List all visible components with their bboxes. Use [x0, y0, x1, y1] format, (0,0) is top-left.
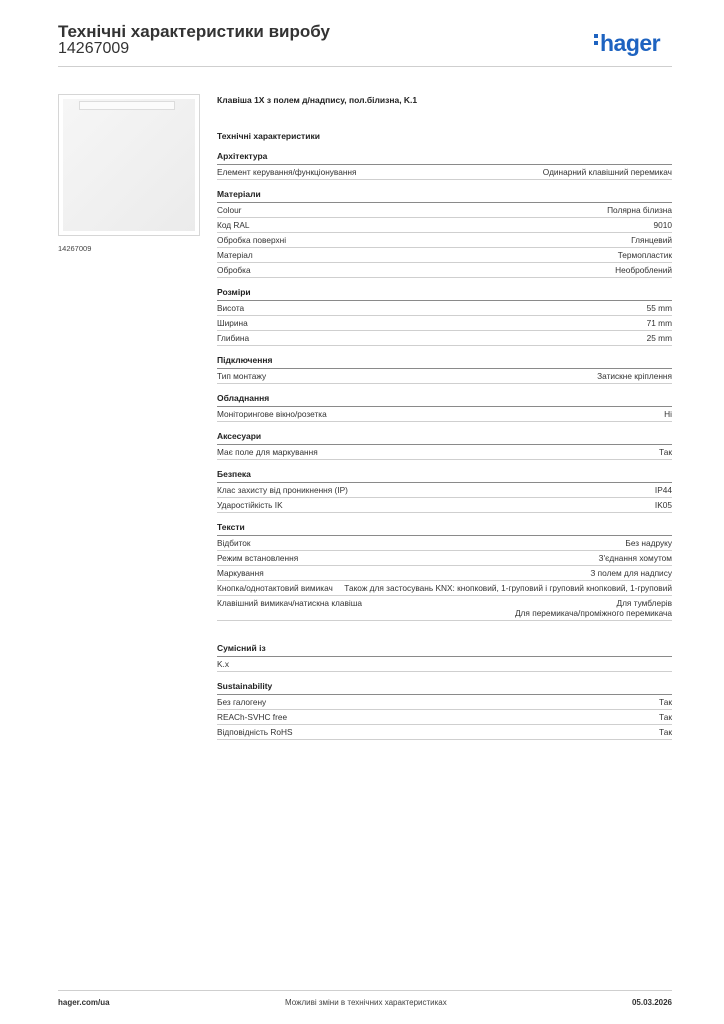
spec-label: Відповідність RoHS	[217, 727, 293, 737]
spec-row	[217, 536, 672, 551]
section-title: Матеріали	[217, 189, 672, 203]
spec-label: Кнопка/однотактовий вимикач	[217, 583, 333, 593]
spec-label: Ударостійкість IK	[217, 500, 283, 510]
product-code: 14267009	[58, 40, 130, 57]
spec-section	[217, 393, 672, 422]
spec-value: Необроблений	[615, 265, 672, 275]
switch-plate-shape	[63, 99, 195, 231]
spec-value: 55 mm	[646, 303, 672, 313]
section-title: Тексти	[217, 522, 672, 536]
spec-row	[217, 165, 672, 180]
footer-disclaimer: Можливі зміни в технічних характеристиках	[285, 998, 447, 1007]
spec-row	[217, 498, 672, 513]
spec-value: З полем для надпису	[590, 568, 672, 578]
spec-row	[217, 301, 672, 316]
section-title: Безпека	[217, 469, 672, 483]
spec-section	[217, 469, 672, 513]
label-field-shape	[79, 101, 175, 110]
spec-label: Матеріал	[217, 250, 253, 260]
spec-label: Елемент керування/функціонування	[217, 167, 357, 177]
spec-value: Так	[659, 712, 672, 722]
spec-content	[217, 94, 672, 740]
spec-row	[217, 483, 672, 498]
spec-row	[217, 710, 672, 725]
spec-label: Обробка поверхні	[217, 235, 287, 245]
spec-row	[217, 725, 672, 740]
spec-label: Глибина	[217, 333, 250, 343]
section-title: Sustainability	[217, 681, 672, 695]
spec-label: Тип монтажу	[217, 371, 267, 381]
spec-label: Моніторингове вікно/розетка	[217, 409, 327, 419]
spec-value: 25 mm	[646, 333, 672, 343]
logo-text: hager	[600, 30, 661, 56]
spec-value: Так	[659, 727, 672, 737]
spec-value: IK05	[654, 500, 672, 510]
spec-row	[217, 551, 672, 566]
spec-row	[217, 218, 672, 233]
spec-value: З'єднання хомутом	[598, 553, 672, 563]
section-title: Обладнання	[217, 393, 672, 407]
spec-value: Одинарний клавішний перемикач	[542, 167, 672, 177]
spec-section	[217, 189, 672, 278]
spec-section	[217, 681, 672, 740]
footer-date: 05.03.2026	[631, 998, 672, 1007]
spec-label: Код RAL	[217, 220, 250, 230]
section-title: Сумісний із	[217, 643, 672, 657]
section-title: Архітектура	[217, 151, 672, 165]
spec-row	[217, 316, 672, 331]
product-name: Клавіша 1X з полем д/надпису, пол.білизна, K.1	[217, 95, 418, 105]
spec-label: Обробка	[217, 265, 251, 275]
tech-specs-title: Технічні характеристики	[217, 131, 320, 141]
spec-label: Ширина	[217, 318, 248, 328]
spec-row	[217, 233, 672, 248]
spec-value: IP44	[654, 485, 672, 495]
image-caption: 14267009	[58, 244, 92, 253]
section-title: Аксесуари	[217, 431, 672, 445]
spec-row	[217, 263, 672, 278]
spec-value: 71 mm	[646, 318, 672, 328]
product-image	[58, 94, 200, 236]
spec-value: Також для застосувань KNX: кнопковий, 1-груповий і груповий кнопковий, 1-груповий	[344, 583, 672, 593]
spec-row	[217, 596, 672, 621]
section-title: Підключення	[217, 355, 672, 369]
spec-label: Клавішний вимикач/натискна клавіша	[217, 598, 363, 608]
spec-section	[217, 355, 672, 384]
spec-value: 9010	[653, 220, 672, 230]
spec-section	[217, 431, 672, 460]
spec-row	[217, 566, 672, 581]
spec-value: Без надруку	[625, 538, 672, 548]
spec-value	[664, 659, 672, 669]
logo-dots-icon	[594, 34, 598, 48]
spec-row	[217, 695, 672, 710]
spec-row	[217, 369, 672, 384]
spec-label: Відбиток	[217, 538, 251, 548]
spec-label: Має поле для маркування	[217, 447, 318, 457]
spec-value: Ні	[664, 409, 672, 419]
spec-section	[217, 522, 672, 621]
spec-row	[217, 203, 672, 218]
spec-row	[217, 581, 672, 596]
spec-label: Маркування	[217, 568, 264, 578]
header-divider	[58, 66, 672, 67]
spec-value: Так	[659, 447, 672, 457]
page-title: Технічні характеристики виробу	[58, 22, 330, 41]
spec-value: Так	[659, 697, 672, 707]
spec-value: Затискне кріплення	[597, 371, 672, 381]
spec-value: Полярна білизна	[607, 205, 672, 215]
footer-divider	[58, 990, 672, 991]
spec-label: Клас захисту від проникнення (IP)	[217, 485, 348, 495]
spec-value: Глянцевий	[631, 235, 672, 245]
spec-label: Colour	[217, 205, 242, 215]
spec-row	[217, 407, 672, 422]
spec-label: REACh-SVHC free	[217, 712, 288, 722]
spec-label: Режим встановлення	[217, 553, 299, 563]
footer-website[interactable]: hager.com/ua	[58, 998, 110, 1007]
spec-section	[217, 151, 672, 180]
spec-label: K.x	[217, 659, 229, 669]
section-title: Розміри	[217, 287, 672, 301]
spec-value: Термопластик	[617, 250, 672, 260]
spec-row	[217, 657, 672, 672]
spec-value: Для тумблерів Для перемикача/проміжного перемикача	[514, 598, 672, 618]
spec-section	[217, 643, 672, 672]
spec-row	[217, 331, 672, 346]
hager-logo	[594, 30, 660, 57]
spec-label: Без галогену	[217, 697, 267, 707]
spec-row	[217, 445, 672, 460]
spec-sections	[217, 151, 672, 740]
spec-section	[217, 287, 672, 346]
spec-row	[217, 248, 672, 263]
spec-label: Висота	[217, 303, 245, 313]
